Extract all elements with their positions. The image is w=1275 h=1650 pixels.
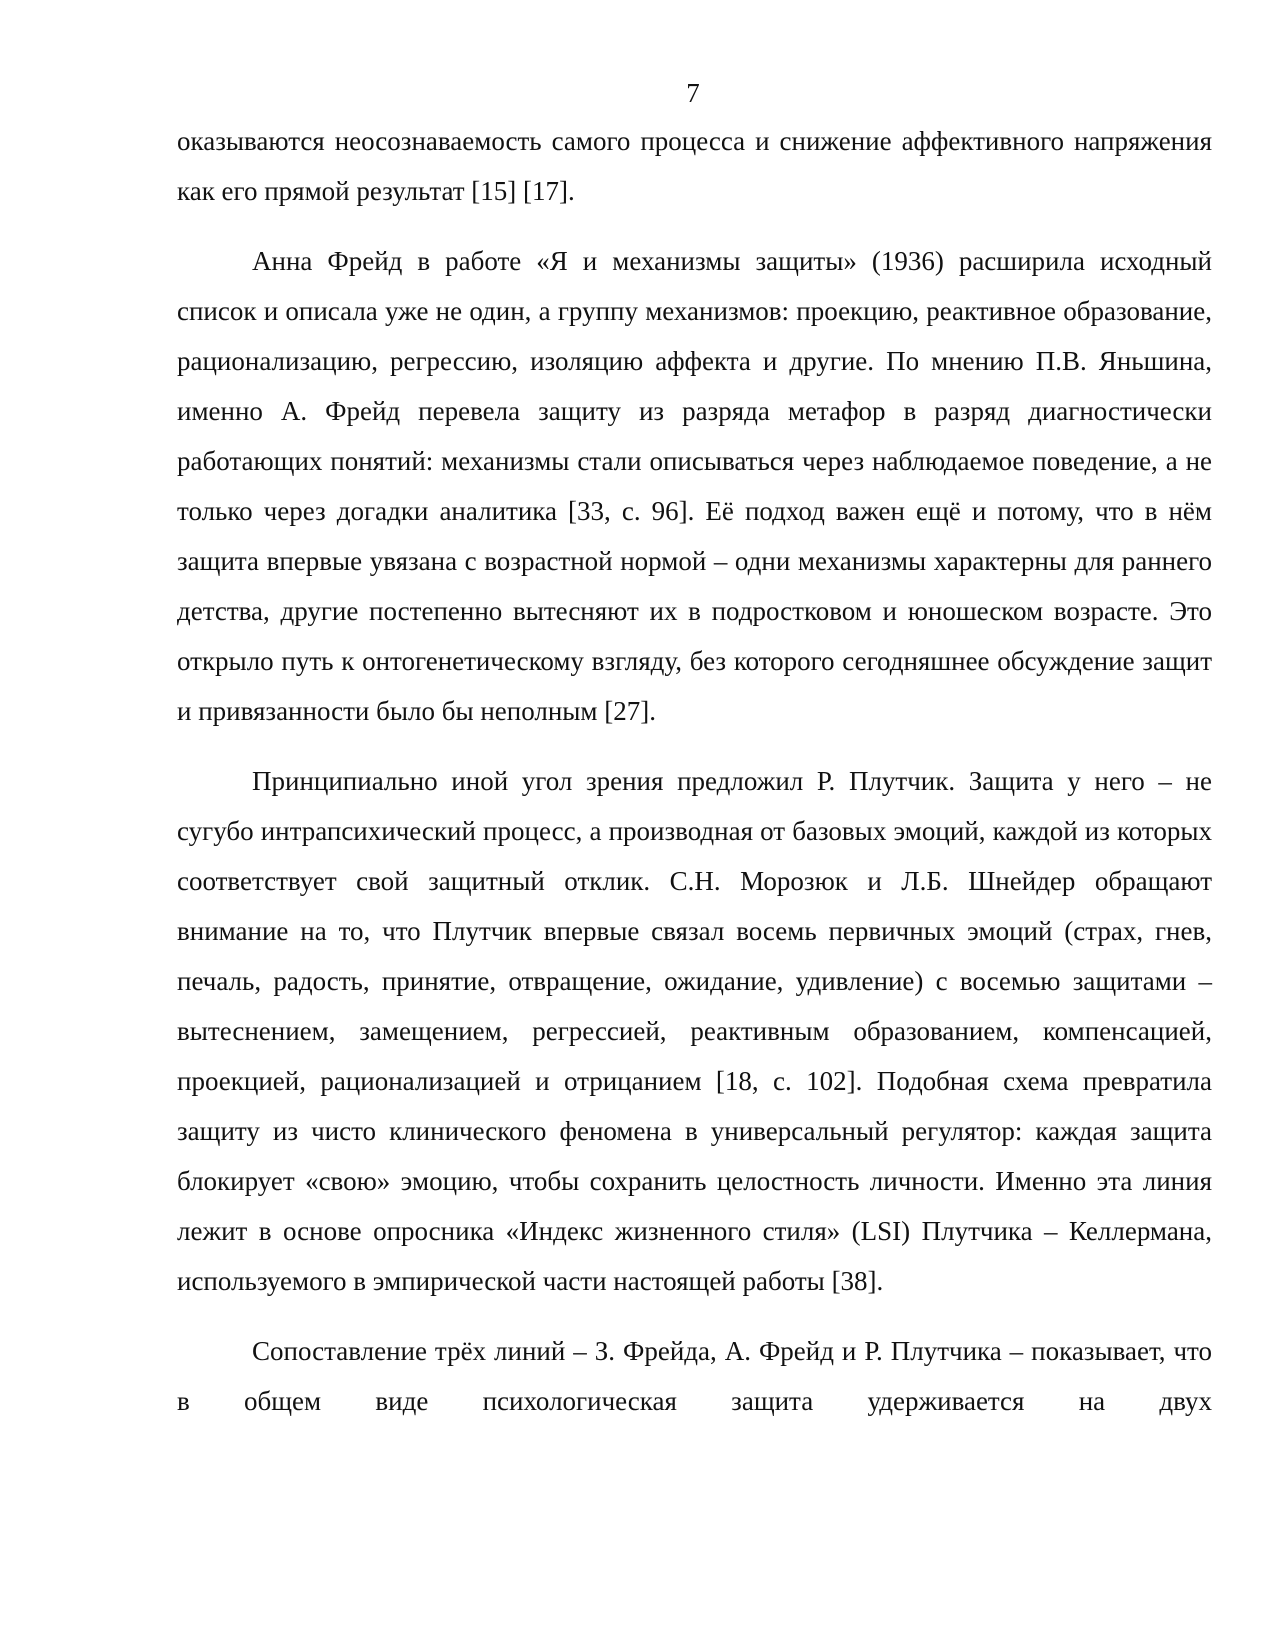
paragraph-comparison: Сопоставление трёх линий – З. Фрейда, А. Фрейд и Р. Плутчика – показывает, что в общем виде психологическая защита удерживается на двух xyxy=(177,1336,1212,1416)
page-number: 7 xyxy=(686,78,700,108)
paragraph-plutchik: Принципиально иной угол зрения предложил Р. Плутчик. Защита у него – не сугубо интрапсихический процесс, а производная от базовых эмоций, каждой из которых соответствует свой защитный отклик. С.Н. Морозюк и Л.Б. Шнейдер обращают внимание на то, что Плутчик впервые связал восемь первичных эмоций (страх, гнев, печаль, радость, принятие, отвращение, ожидание, удивление) с восемью защитами – вытеснением, замещением, регрессией, реактивным образованием, компенсацией, проекцией, рационализацией и отрицанием [18, с. 102]. Подобная схема превратила защиту из чисто клинического феномена в универсальный регулятор: каждая защита блокирует «свою» эмоцию, чтобы сохранить целостность личности. Именно эта линия лежит в основе опросника «Индекс жизненного стиля» (LSI) Плутчика – Келлермана, используемого в эмпирической части настоящей работы [38]. xyxy=(177,766,1212,1296)
paragraph-anna-freud: Анна Фрейд в работе «Я и механизмы защиты» (1936) расширила исходный список и описала уже не один, а группу механизмов: проекцию, реактивное образование, рационализацию, регрессию, изоляцию аффекта и другие. По мнению П.В. Яньшина, именно А. Фрейд перевела защиту из разряда метафор в разряд диагностически работающих понятий: механизмы стали описываться через наблюдаемое поведение, а не только через догадки аналитика [33, с. 96]. Её подход важен ещё и потому, что в нём защита впервые увязана с возрастной нормой – одни механизмы характерны для раннего детства, другие постепенно вытесняют их в подростковом и юношеском возрасте. Это открыло путь к онтогенетическому взгляду, без которого сегодняшнее обсуждение защит и привязанности было бы неполным [27]. xyxy=(177,246,1212,726)
paragraph-continuation: оказываются неосознаваемость самого процесса и снижение аффективного напряжения как его прямой результат [15] [17]. xyxy=(177,126,1212,206)
body-text xyxy=(177,116,1212,1426)
